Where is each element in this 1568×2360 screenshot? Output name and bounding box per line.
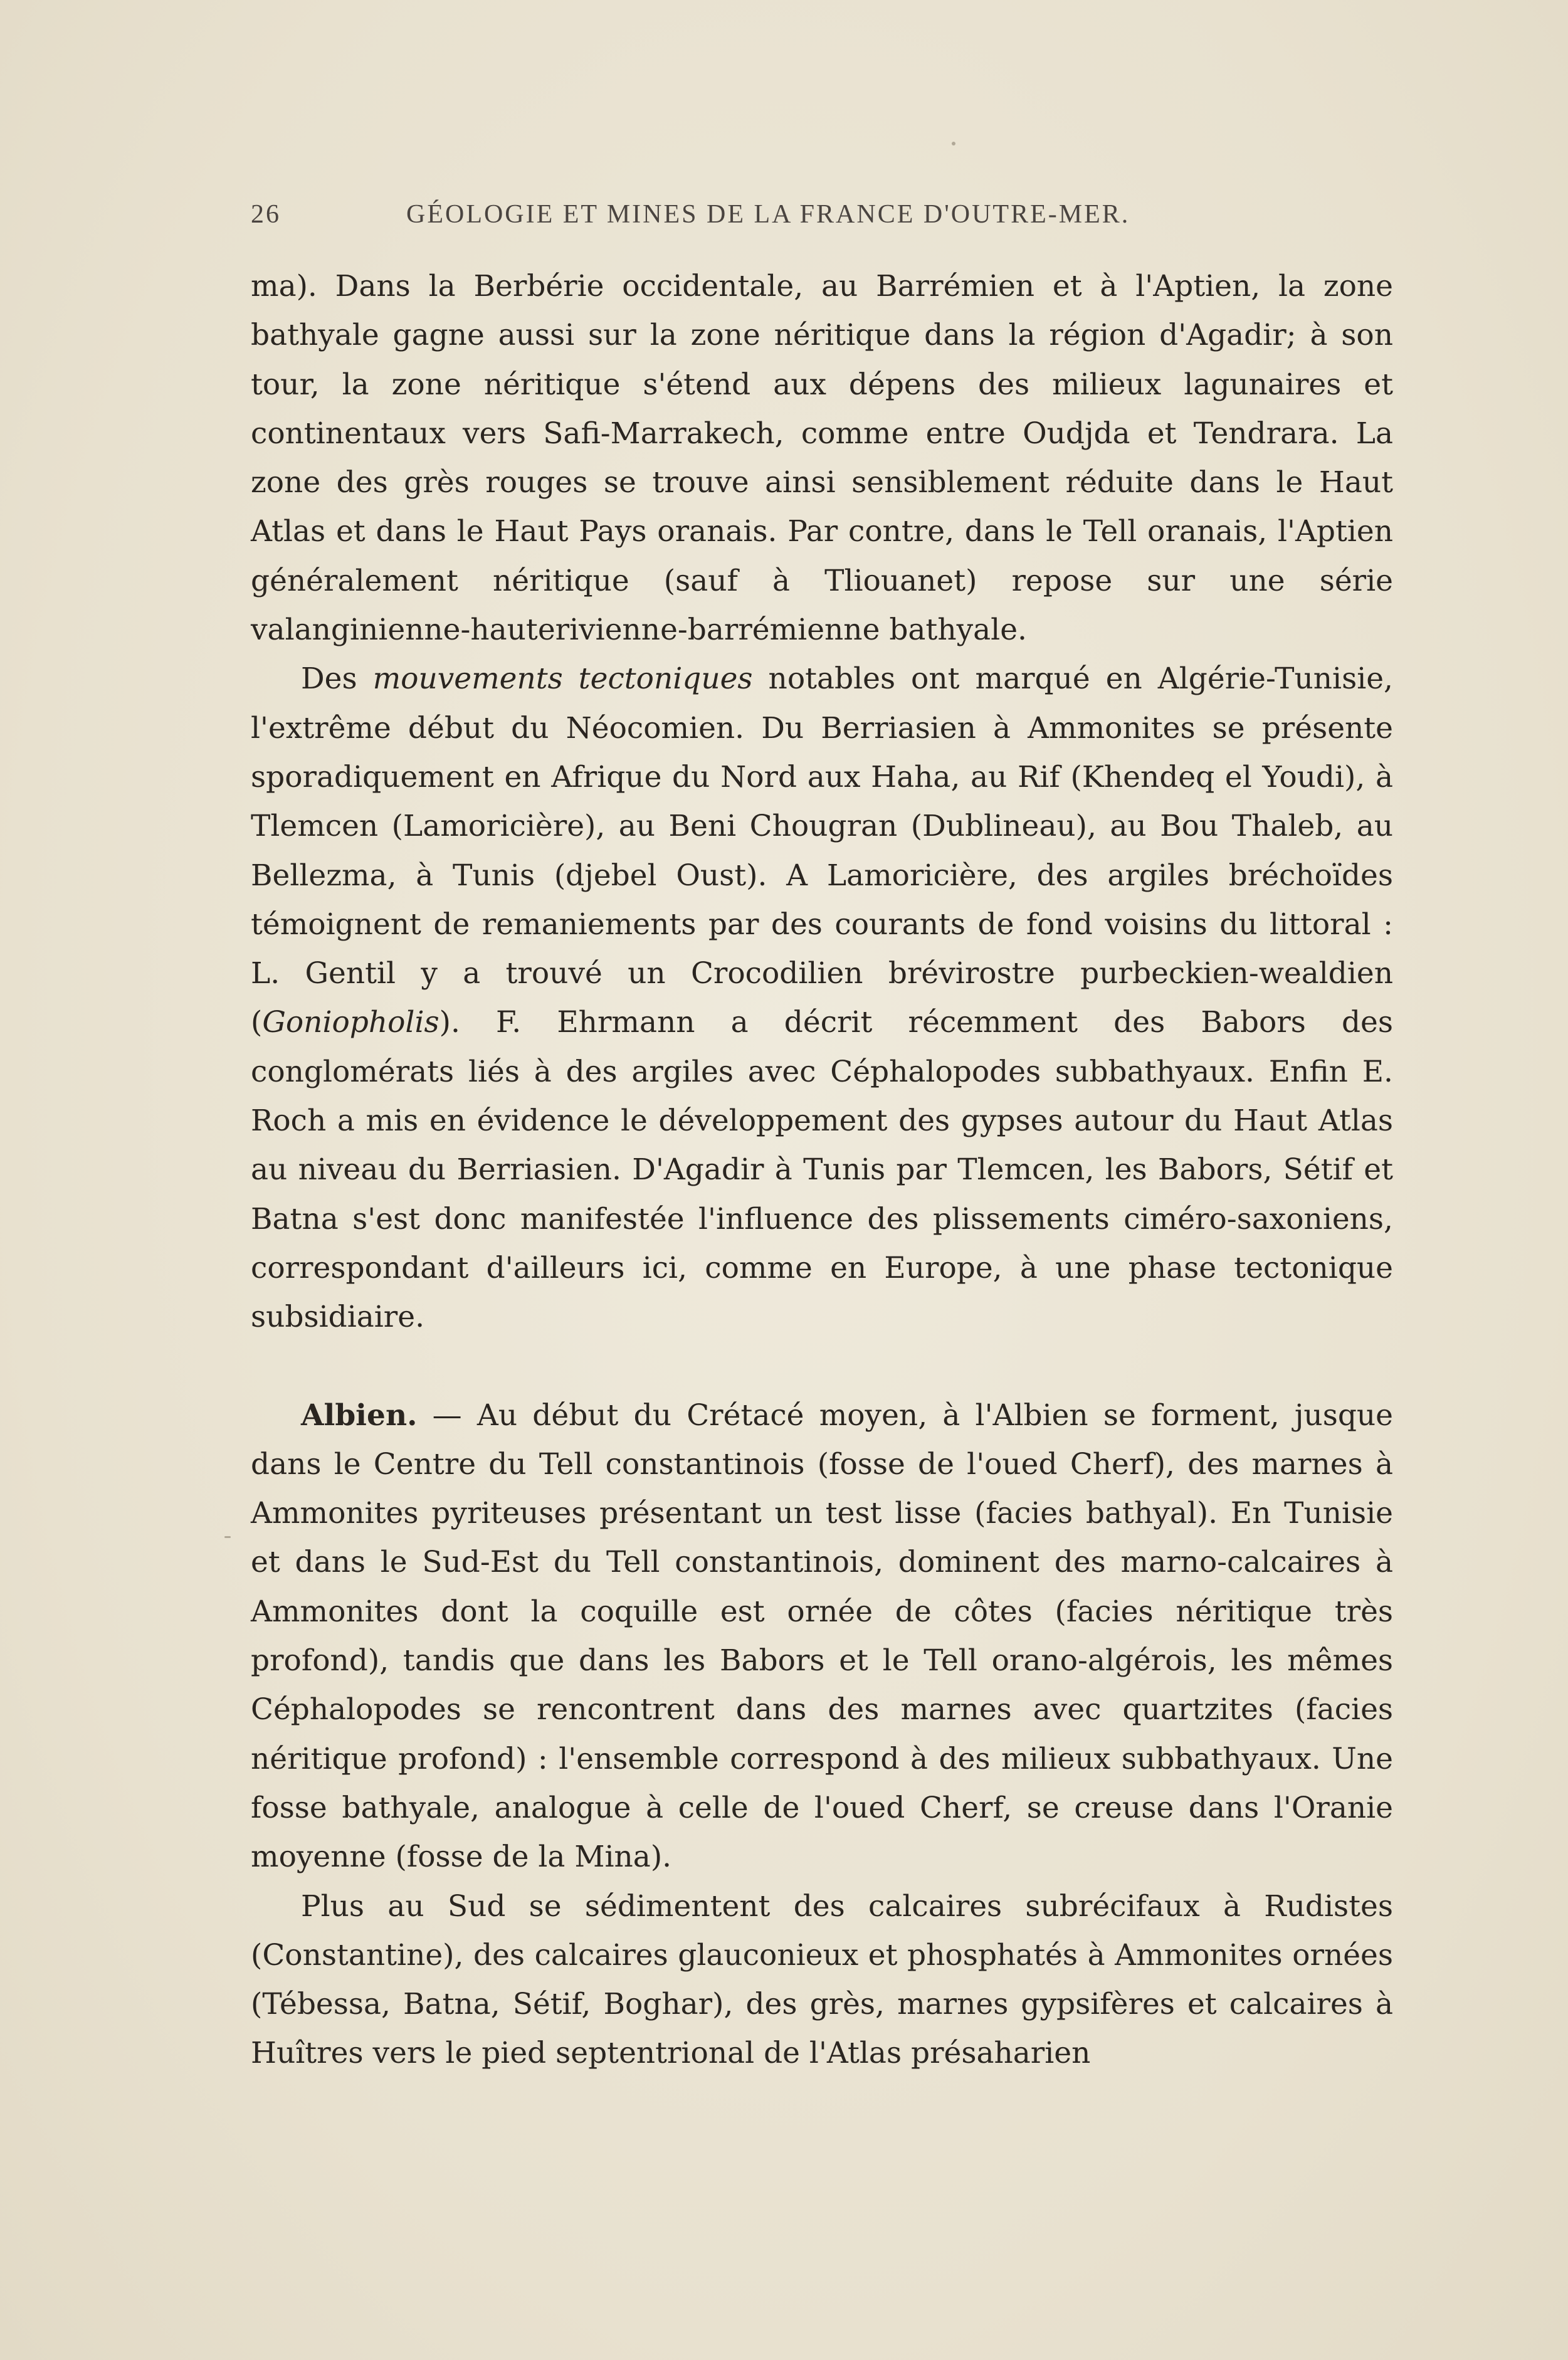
italic-term: mouvements tectoniques: [372, 661, 753, 697]
section-albien: [251, 1391, 1393, 1882]
paper-speck: [224, 1536, 231, 1538]
paragraph-text: notables ont marqué en Algérie-Tunisie, l'extrême début du Néocomien. Du Berriasien à Ammonites se présente sporadiquement en Afrique du Nord aux Haha, au Rif (Khendeq el Youdi), à Tlemcen (Lamoricière), au Beni Chougran (Dublineau), au Bou Thaleb, au Bellezma, à Tunis (djebel Oust). A Lamoricière, des argiles bréchoïdes témoignent de remaniements par des courants de fond voisins du littoral : L. Gentil y a trouvé un Crocodilien brévirostre purbeckien-wealdien (: [251, 661, 1393, 1040]
paragraph-text: Au début du Crétacé moyen, à l'Albien se forment, jusque dans le Centre du Tell constantinois (fosse de l'oued Cherf), des marnes à Ammonites pyriteuses présentant un test lisse (facies bathyal). En Tunisie et dans le Sud-Est du Tell constantinois, dominent des marno-calcaires à Ammonites dont la coquille est ornée de côtes (facies néritique très profond), tandis que dans les Babors et le Tell orano-algérois, les mêmes Céphalopodes se rencontrent dans des marnes avec quartzites (facies néritique profond) : l'ensemble correspond à des milieux subbathyaux. Une fosse bathyale, analogue à celle de l'oued Cherf, se creuse dans l'Oranie moyenne (fosse de la Mina).: [251, 1398, 1393, 1875]
section-heading-albien: Albien.: [301, 1398, 418, 1433]
heading-dash: —: [417, 1398, 477, 1433]
paragraph-text: Des: [301, 661, 373, 697]
paragraph-south-sediments: Plus au Sud se sédimentent des calcaires subrécifaux à Rudistes (Constantine), des calcaires glauconieux et phosphatés à Ammonites ornées (Tébessa, Batna, Sétif, Boghar), des grès, marnes gypsifères et calcaires à Huîtres vers le pied septentrional de l'Atlas présaharien: [251, 1889, 1393, 2071]
running-head: [251, 199, 1216, 237]
section-gap: [251, 1342, 1393, 1391]
paper-speck: [952, 142, 955, 145]
paragraph-tectonic-movements: [251, 655, 1393, 1342]
italic-genus: Goniopholis: [262, 1005, 439, 1040]
paragraph-text: ). F. Ehrmann a décrit récemment des Babors des conglomérats liés à des argiles avec Céphalopodes subbathyaux. Enfin E. Roch a mis en évidence le développement des gypses autour du Haut Atlas au niveau du Berriasien. D'Agadir à Tunis par Tlemcen, les Babors, Sétif et Batna s'est donc manifestée l'influence des plissements ciméro-saxoniens, correspondant d'ailleurs ici, comme en Europe, à une phase tectonique subsidiaire.: [251, 1005, 1393, 1335]
body-text: [251, 262, 1393, 2078]
paragraph-continuation: ma). Dans la Berbérie occidentale, au Barrémien et à l'Aptien, la zone bathyale gagne aussi sur la zone néritique dans la région d'Agadir; à son tour, la zone néritique s'étend aux dépens des milieux lagunaires et continentaux vers Safi-Marrakech, comme entre Oudjda et Tendrara. La zone des grès rouges se trouve ainsi sensiblement réduite dans le Haut Atlas et dans le Haut Pays oranais. Par contre, dans le Tell oranais, l'Aptien généralement néritique (sauf à Tliouanet) repose sur une série valanginienne-hauterivienne-barrémienne bathyale.: [251, 269, 1393, 648]
page-number: 26: [251, 200, 281, 229]
running-title: GÉOLOGIE ET MINES DE LA FRANCE D'OUTRE-MER.: [406, 200, 1130, 229]
